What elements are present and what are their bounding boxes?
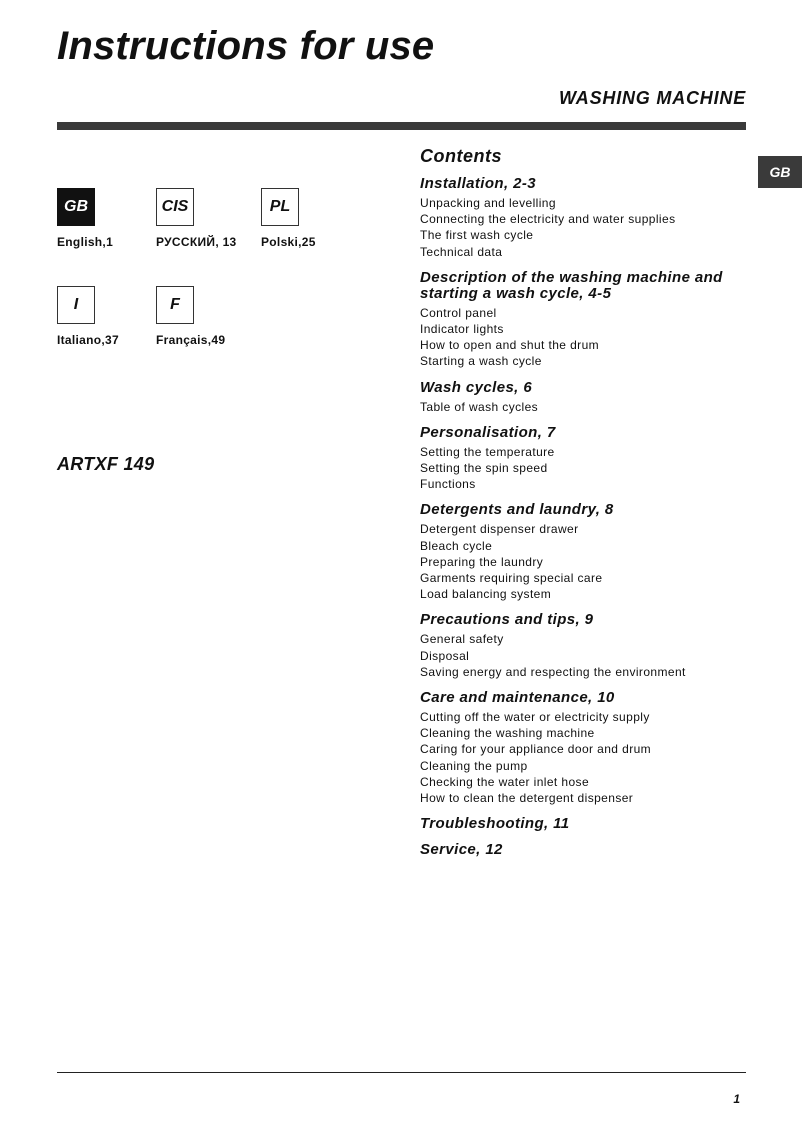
section-item[interactable]: Detergent dispenser drawer [420, 522, 579, 537]
section-item-list [420, 195, 750, 260]
language-cis[interactable] [156, 188, 237, 249]
page-number: 1 [733, 1092, 740, 1106]
language-code: CIS [156, 188, 194, 226]
contents-section [420, 380, 750, 415]
model-number: ARTXF 149 [57, 454, 155, 474]
section-title[interactable]: Troubleshooting, 11 [420, 815, 570, 833]
section-item[interactable]: Garments requiring special care [420, 571, 603, 586]
section-item[interactable]: Table of wash cycles [420, 399, 539, 414]
contents-section [420, 842, 750, 858]
section-item[interactable]: How to clean the detergent dispenser [420, 791, 634, 806]
section-item[interactable]: Load balancing system [420, 587, 552, 602]
section-item[interactable]: Starting a wash cycle [420, 354, 542, 369]
contents-section [420, 816, 750, 832]
contents-section [420, 502, 750, 602]
section-item[interactable]: Cleaning the pump [420, 758, 528, 773]
section-item[interactable]: Caring for your appliance door and drum [420, 742, 652, 757]
section-item[interactable]: Setting the spin speed [420, 461, 548, 476]
header-divider [57, 122, 746, 130]
section-title[interactable]: Precautions and tips, 9 [420, 611, 594, 629]
section-item[interactable]: Unpacking and levelling [420, 196, 556, 210]
section-item[interactable]: Cutting off the water or electricity supply [420, 710, 650, 725]
language-fr[interactable] [156, 286, 226, 347]
section-item-list [420, 709, 750, 806]
section-item[interactable]: Disposal [420, 648, 470, 663]
contents-section [420, 612, 750, 680]
section-item-list [420, 444, 750, 493]
section-item[interactable]: Setting the temperature [420, 444, 555, 459]
section-item-list [420, 399, 750, 415]
language-label: РУССКИЙ, 13 [156, 235, 237, 249]
section-title[interactable]: Wash cycles, 6 [420, 378, 533, 396]
section-item[interactable]: Bleach cycle [420, 538, 493, 553]
language-code: F [156, 286, 194, 324]
section-title[interactable]: Installation, 2-3 [420, 175, 536, 192]
language-gb[interactable] [57, 188, 114, 249]
language-label: Italiano,37 [57, 333, 119, 347]
contents-heading: Contents [420, 146, 502, 166]
section-item[interactable]: Technical data [420, 244, 503, 259]
language-label: Français,49 [156, 333, 226, 347]
contents-section [420, 176, 750, 260]
section-item-list [420, 305, 750, 370]
language-side-tab: GB [758, 156, 802, 188]
section-item[interactable]: Control panel [420, 305, 497, 320]
contents-section [420, 270, 750, 370]
table-of-contents [420, 146, 750, 868]
contents-section [420, 690, 750, 806]
document-subtitle: WASHING MACHINE [559, 88, 746, 108]
language-it[interactable] [57, 286, 119, 347]
section-item[interactable]: Functions [420, 477, 476, 492]
section-title[interactable]: Service, 12 [420, 841, 503, 859]
section-item[interactable]: Connecting the electricity and water supplies [420, 212, 676, 227]
section-title[interactable]: Care and maintenance, 10 [420, 689, 615, 707]
section-item[interactable]: The first wash cycle [420, 228, 534, 243]
section-item-list [420, 631, 750, 680]
language-code: PL [261, 188, 299, 226]
section-item[interactable]: General safety [420, 632, 504, 647]
section-item[interactable]: Checking the water inlet hose [420, 774, 590, 789]
document-title: Instructions for use [57, 24, 435, 68]
contents-section [420, 425, 750, 493]
section-item[interactable]: Preparing the laundry [420, 554, 544, 569]
section-item[interactable]: Cleaning the washing machine [420, 726, 595, 741]
section-item[interactable]: Indicator lights [420, 322, 504, 337]
section-title[interactable]: Personalisation, 7 [420, 423, 556, 441]
language-label: Polski,25 [261, 235, 316, 249]
footer-divider [57, 1072, 746, 1073]
language-pl[interactable] [261, 188, 316, 249]
language-code: GB [57, 188, 95, 226]
section-title[interactable]: Detergents and laundry, 8 [420, 501, 614, 519]
language-code: I [57, 286, 95, 324]
section-item[interactable]: How to open and shut the drum [420, 338, 600, 353]
section-item[interactable]: Saving energy and respecting the environment [420, 664, 686, 679]
section-title[interactable]: Description of the washing machine and starting a wash cycle, 4-5 [420, 268, 723, 302]
section-item-list [420, 521, 750, 602]
language-label: English,1 [57, 235, 114, 249]
